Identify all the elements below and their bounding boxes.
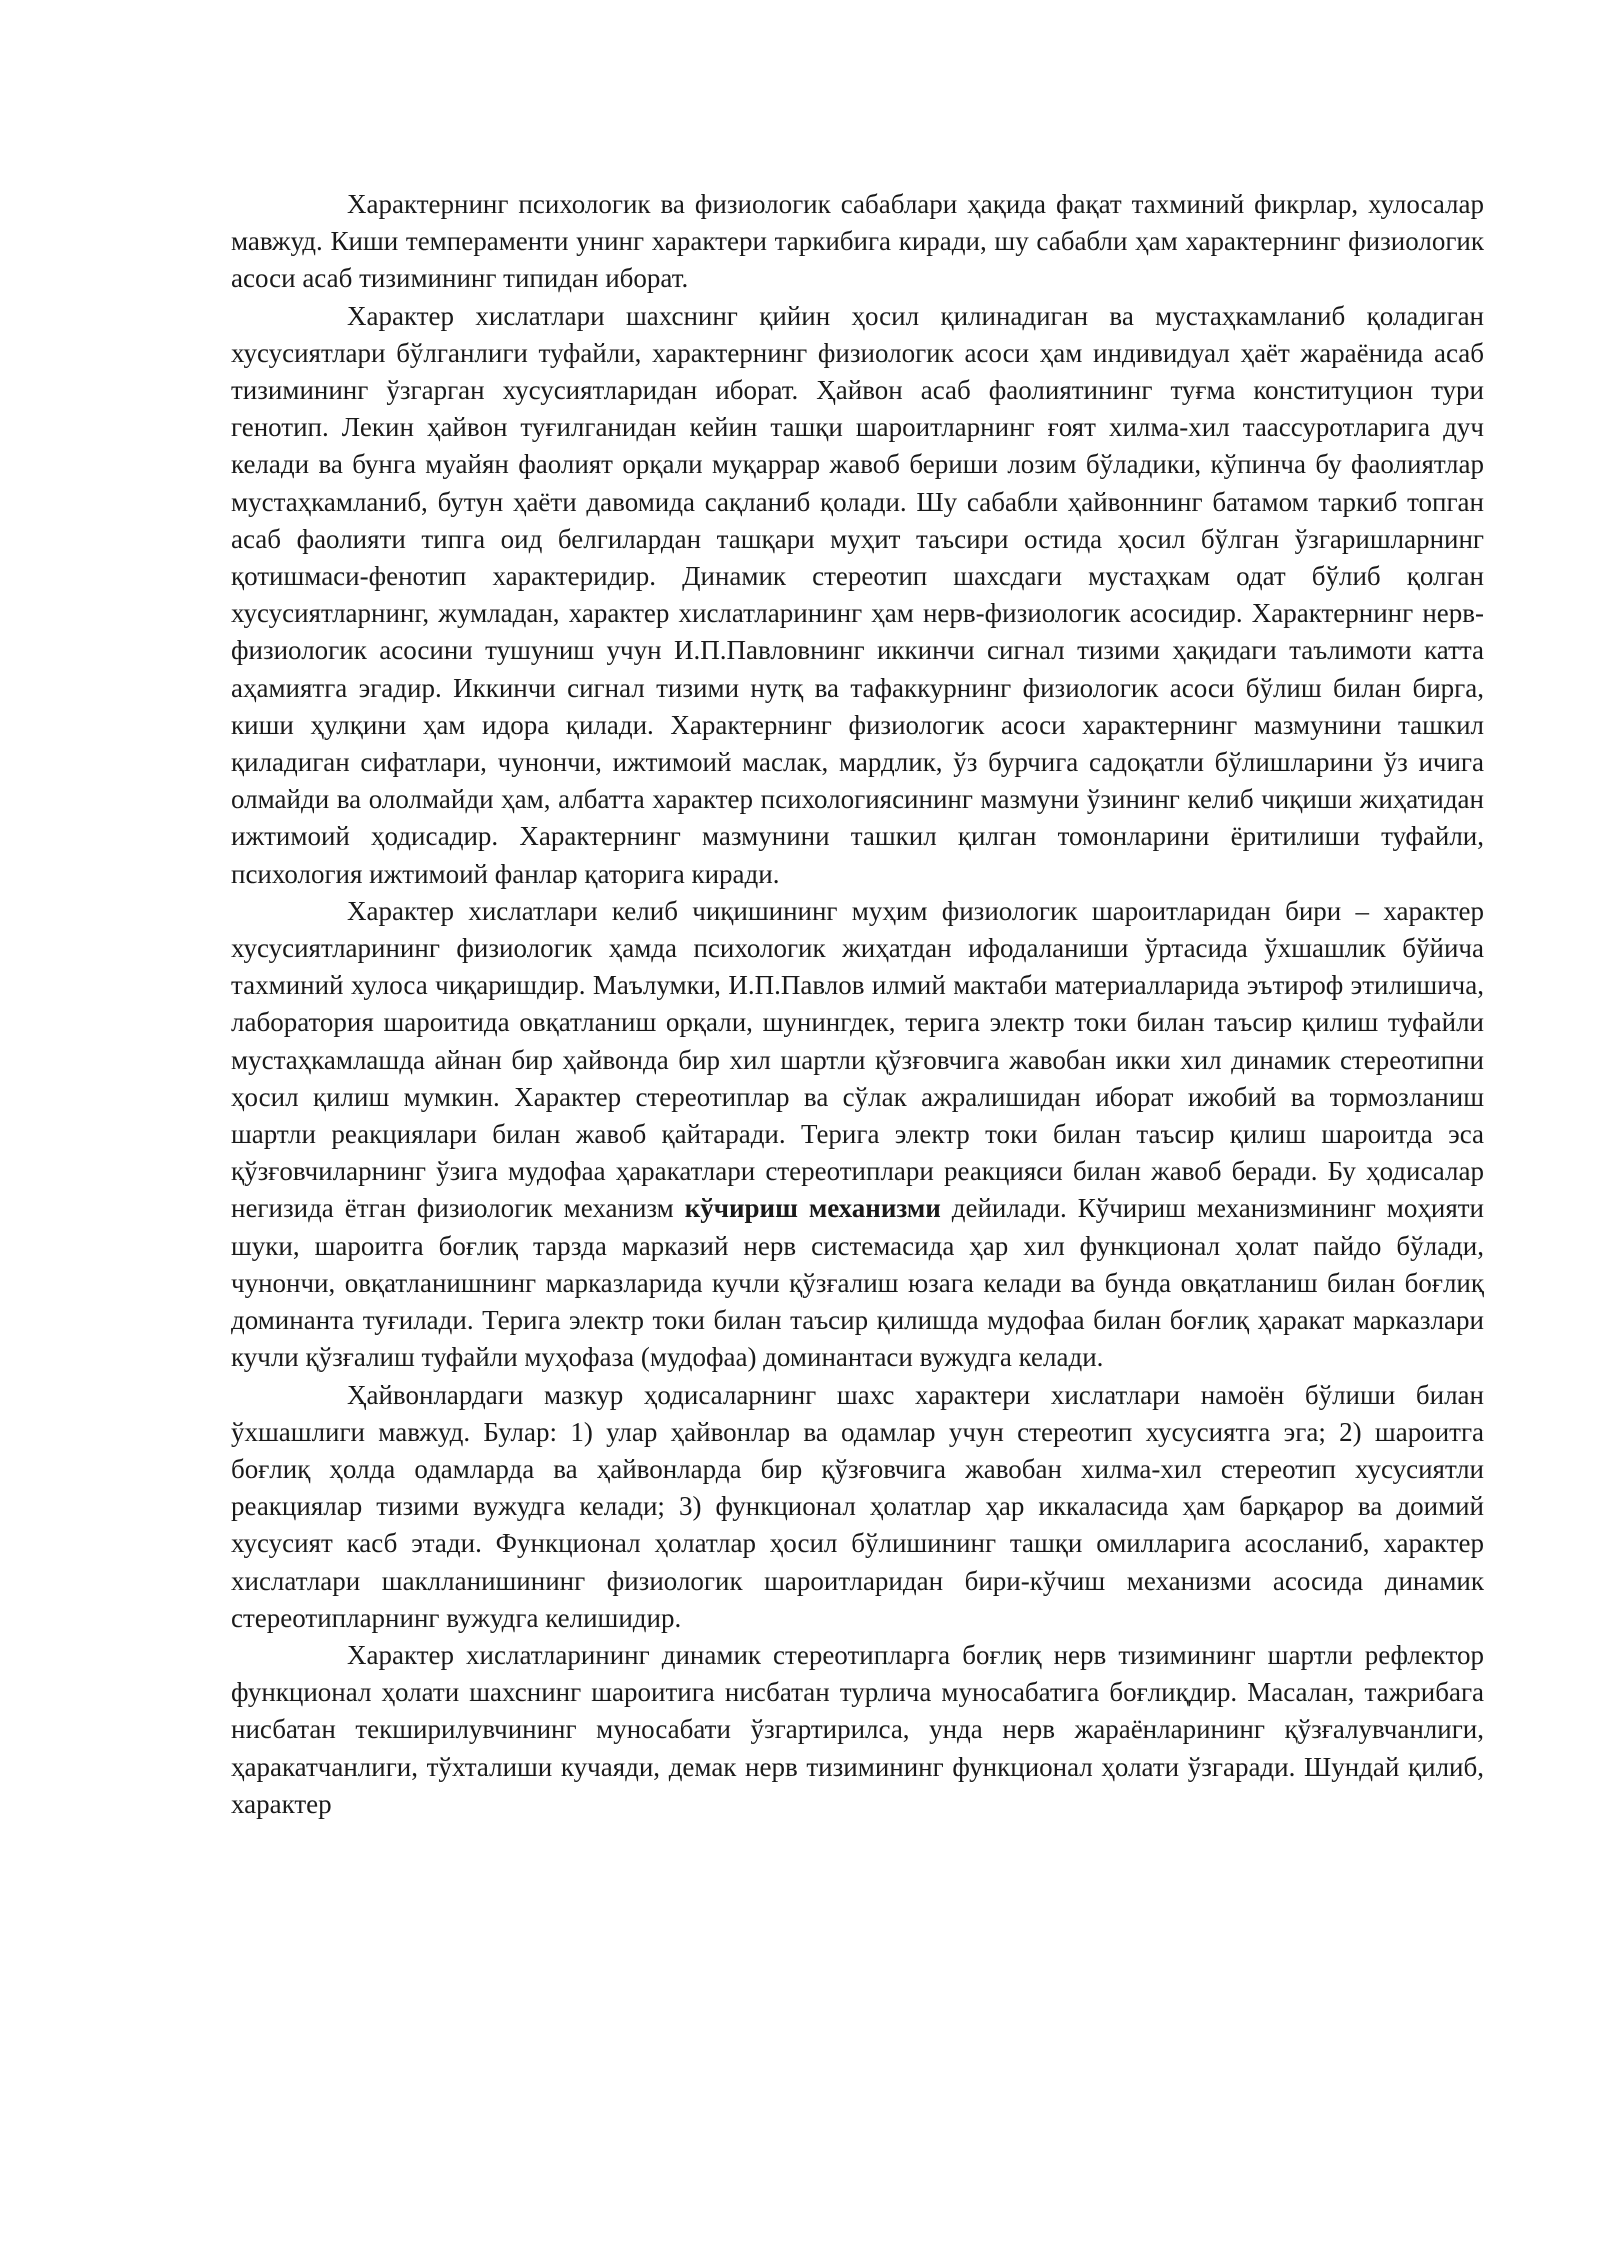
paragraph-4: Ҳайвонлардаги мазкур ҳодисаларнинг шахс характери хислатлари намоён бўлиши билан ўхшашлиги мавжуд. Булар: 1) улар ҳайвонлар ва одамлар учун стереотип хусусиятга эга; 2) шароитга боғлиқ ҳолда одамларда ва ҳайвонларда бир қўзғовчига жавобан хилма-хил стереотип хусусиятли реакциялар тизими вужудга келади; 3) функционал ҳолатлар ҳар иккаласида ҳам барқарор ва доимий хусусият касб этади. Функционал ҳолатлар ҳосил бўлишининг ташқи омилларига асосланиб, характер хислатлари шаклланишининг физиологик шароитларидан бири-кўчиш механизми асосида динамик стереотипларнинг вужудга келишидир. [231,1379,1484,1633]
paragraph-2: Характер хислатлари шахснинг қийин ҳосил қилинадиган ва мустаҳкамланиб қоладиган хусусиятлари бўлганлиги туфайли, характернинг физиологик асоси ҳам индивидуал ҳаёт жараёнида асаб тизимининг ўзгарган хусусиятларидан иборат. Ҳайвон асаб фаолиятининг туғма конституцион тури генотип. Лекин ҳайвон туғилганидан кейин ташқи шароитларнинг ғоят хилма-хил таассуротларига дуч келади ва бунга муайян фаолият орқали муқаррар жавоб бериши лозим бўладики, кўпинча бу фаолиятлар мустаҳкамланиб, бутун ҳаёти давомида сақланиб қолади. Шу сабабли ҳайвоннинг батамом таркиб топган асаб фаолияти типга оид белгилардан ташқари муҳит таъсири остида ҳосил бўлган ўзгаришларнинг қотишмаси-фенотип характеридир. Динамик стереотип шахсдаги мустаҳкам одат бўлиб қолган хусусиятларнинг, жумладан, характер хислатларининг ҳам нерв-физиологик асосидир. Характернинг нерв-физиологик асосини тушуниш учун И.П.Павловнинг иккинчи сигнал тизими ҳақидаги таълимоти катта аҳамиятга эгадир. Иккинчи сигнал тизими нутқ ва тафаккурнинг физиологик асоси бўлиш билан бирга, киши ҳулқини ҳам идора қилади. Характернинг физиологик асоси характернинг мазмунини ташкил қиладиган сифатлари, чунончи, ижтимоий маслак, мардлик, ўз бурчига садоқатли бўлишларини ўз ичига олмайди ва ололмайди ҳам, албатта характер психологиясининг мазмуни ўзининг келиб чиқиши жиҳатидан ижтимоий ҳодисадир. Характернинг мазмунини ташкил қилган томонларини ёритилиши туфайли, психология ижтимоий фанлар қаторига киради. [231,300,1484,889]
document-page [231,186,1484,1823]
paragraph-5: Характер хислатларининг динамик стереотипларга боғлиқ нерв тизимининг шартли рефлектор функционал ҳолати шахснинг шароитига нисбатан турлича муносабатига боғлиқдир. Масалан, тажрибага нисбатан текширилувчининг муносабати ўзгартирилса, унда нерв жараёнларининг қўзғалувчанлиги, ҳаракатчанлиги, тўхталиши кучаяди, демак нерв тизимининг функционал ҳолати ўзгаради. Шундай қилиб, характер [231,1639,1484,1819]
paragraph-3-text-after: дейилади. Кўчириш механизмининг моҳияти шуки, шароитга боғлиқ тарзда марказий нерв системасида ҳар хил функционал ҳолат пайдо бўлади, чунончи, овқатланишнинг марказларида кучли қўзғалиш юзага келади ва бунда овқатланиш билан боғлиқ доминанта туғилади. Терига электр токи билан таъсир қилишда мудофаа билан боғлиқ ҳаракат марказлари кучли қўзғалиш туфайли муҳофаза (мудофаа) доминантаси вужудга келади. [231,1193,1484,1373]
paragraph-3 [231,893,1484,1377]
paragraph-1: Характернинг психологик ва физиологик сабаблари ҳақида фақат тахминий фикрлар, хулосалар мавжуд. Киши темпераменти унинг характери таркибига киради, шу сабабли ҳам характернинг физиологик асоси асаб тизимининг типидан иборат. [231,189,1484,294]
paragraph-3-text-before: Характер хислатлари келиб чиқишининг муҳим физиологик шароитларидан бири – характер хусусиятларининг физиологик ҳамда психологик жиҳатдан ифодаланиши ўртасида ўхшашлик бўйича тахминий хулоса чиқаришдир. Маълумки, И.П.Павлов илмий мактаби материалларида эътироф этилишича, лаборатория шароитида овқатланиш орқали, шунингдек, терига электр токи билан таъсир қилиш туфайли мустаҳкамлашда айнан бир ҳайвонда бир хил шартли қўзғовчига жавобан икки хил динамик стереотипни ҳосил қилиш мумкин. Характер стереотиплар ва сўлак ажралишидан иборат ижобий ва тормозланиш шартли реакциялари билан жавоб қайтаради. Терига электр токи билан таъсир қилиш шароитда эса қўзғовчиларнинг ўзига мудофаа ҳаракатлари стереотиплари реакцияси билан жавоб беради. Бу ҳодисалар негизида ётган физиологик механизм [231,895,1484,1224]
bold-term: кўчириш механизми [684,1193,941,1224]
